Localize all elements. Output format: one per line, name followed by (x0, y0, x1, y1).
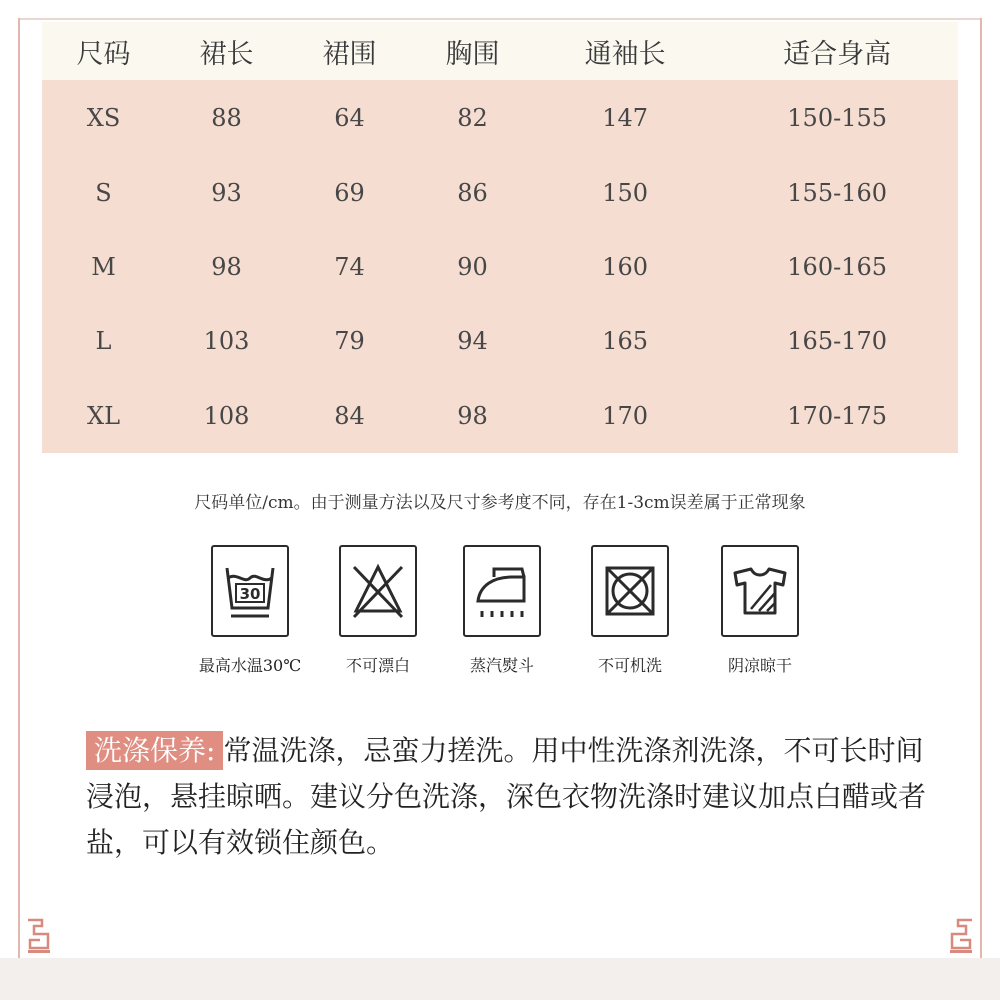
table-cell: 147 (534, 80, 716, 155)
table-row (42, 304, 958, 378)
care-icons-row (180, 545, 840, 685)
care-label: 蒸汽熨斗 (469, 656, 534, 675)
shade-dry-icon (731, 563, 789, 619)
size-chart-table (42, 22, 958, 453)
care-item-no-bleach (318, 545, 438, 676)
table-cell: 160 (534, 230, 716, 304)
header-cell: 尺码 (42, 22, 165, 80)
table-cell: 98 (411, 379, 534, 453)
care-label: 不可漂白 (345, 656, 410, 675)
table-cell: 103 (165, 304, 288, 378)
care-instructions-title: 洗涤保养: (86, 731, 223, 770)
table-cell: 90 (411, 230, 534, 304)
header-cell: 通袖长 (534, 22, 716, 80)
header-cell: 适合身高 (716, 22, 958, 80)
table-cell: 170 (534, 379, 716, 453)
table-header-row (42, 22, 958, 80)
care-item-wash-30 (190, 545, 310, 676)
care-item-shade-dry (700, 545, 820, 676)
table-cell: XL (42, 379, 165, 453)
measurement-note: 尺码单位/cm。由于测量方法以及尺寸参考度不同，存在1-3cm误差属于正常现象 (194, 493, 806, 513)
table-cell: 64 (288, 80, 411, 155)
care-instructions-text: 常温洗涤，忌蛮力搓洗。用中性洗涤剂洗涤，不可长时间浸泡，悬挂晾晒。建议分色洗涤，深色衣物洗涤时建议加点白醋或者盐，可以有效锁住颜色。 (86, 734, 927, 859)
care-instructions (86, 728, 926, 866)
table-row (42, 379, 958, 453)
care-label: 最高水温30℃ (198, 656, 302, 675)
table-cell: 82 (411, 80, 534, 155)
table-cell: 93 (165, 155, 288, 229)
table-cell: 98 (165, 230, 288, 304)
header-cell: 裙长 (165, 22, 288, 80)
table-cell: 155-160 (716, 155, 958, 229)
corner-ornament-right (946, 914, 976, 954)
care-label: 阴凉晾干 (727, 656, 792, 675)
steam-iron-icon (472, 561, 532, 621)
frame-top-border (18, 0, 982, 20)
table-cell: 84 (288, 379, 411, 453)
table-cell: M (42, 230, 165, 304)
table-row (42, 230, 958, 304)
table-cell: 160-165 (716, 230, 958, 304)
table-cell: 170-175 (716, 379, 958, 453)
wash-temp-badge: 30 (239, 585, 261, 603)
table-row (42, 80, 958, 155)
corner-ornament-left (24, 914, 54, 954)
table-cell: 165-170 (716, 304, 958, 378)
table-cell: 79 (288, 304, 411, 378)
care-item-no-machine-wash (570, 545, 690, 676)
table-cell: 94 (411, 304, 534, 378)
table-cell: 150-155 (716, 80, 958, 155)
header-cell: 裙围 (288, 22, 411, 80)
table-cell: 74 (288, 230, 411, 304)
table-cell: 165 (534, 304, 716, 378)
care-label: 不可机洗 (597, 656, 662, 675)
care-item-steam-iron (442, 545, 562, 676)
table-cell: 86 (411, 155, 534, 229)
no-bleach-icon (350, 561, 406, 621)
table-cell: S (42, 155, 165, 229)
table-cell: 108 (165, 379, 288, 453)
header-cell: 胸围 (411, 22, 534, 80)
wash-30-icon (222, 558, 278, 624)
table-cell: 150 (534, 155, 716, 229)
no-machine-wash-icon (602, 563, 658, 619)
table-cell: 69 (288, 155, 411, 229)
table-cell: XS (42, 80, 165, 155)
table-cell: L (42, 304, 165, 378)
table-cell: 88 (165, 80, 288, 155)
table-row (42, 155, 958, 229)
bottom-band (0, 958, 1000, 1000)
